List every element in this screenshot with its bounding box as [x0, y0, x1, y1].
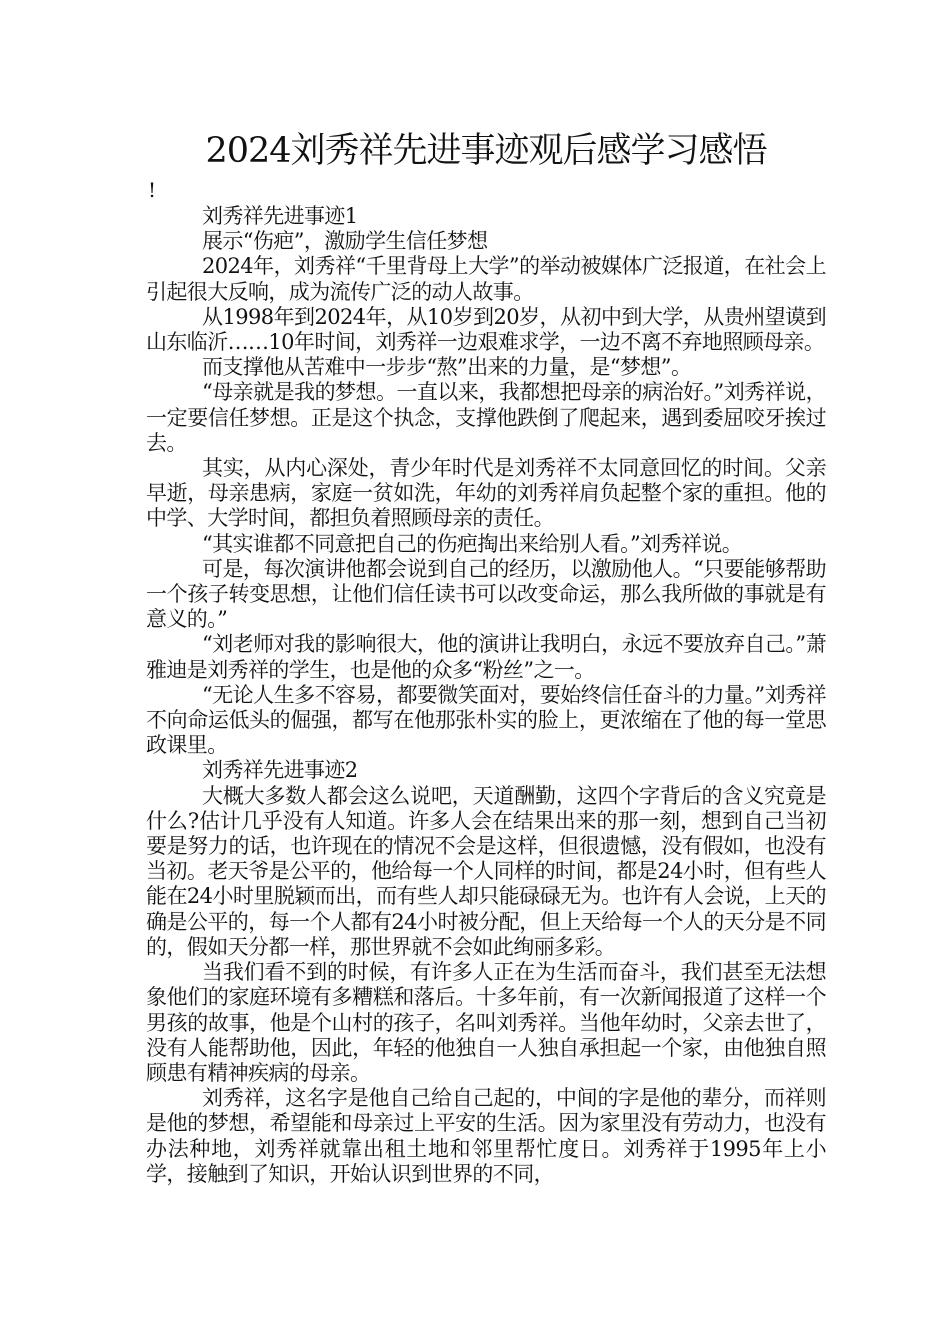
exclamation-mark: ! [148, 178, 157, 202]
section-heading-2: 刘秀祥先进事迹2 [202, 758, 358, 783]
paragraph: 当我们看不到的时候，有许多人正在为生活而奋斗，我们甚至无法想象他们的家庭环境有多糟糕和落后。十多年前，有一次新闻报道了这样一个男孩的故事，他是个山村的孩子，名叫刘秀祥。当他年幼时，父亲去世了，没有人能帮助他，因此，年轻的他独自一人独自承担起一个家，由他独自照顾患有精神疾病的母亲。 [146, 960, 826, 1085]
paragraph: 从1998年到2024年，从10岁到20岁，从初中到大学，从贵州望谟到山东临沂……10年时间，刘秀祥一边艰难求学，一边不离不弃地照顾母亲。 [146, 304, 826, 355]
paragraph: 可是，每次演讲他都会说到自己的经历，以激励他人。“只要能够帮助一个孩子转变思想，让他们信任读书可以改变命运，那么我所做的事就是有意义的。” [146, 556, 826, 632]
paragraph: 刘秀祥，这名字是他自己给自己起的，中间的字是他的辈分，而祥则是他的梦想，希望能和母亲过上平安的生活。因为家里没有劳动力，也没有办法种地，刘秀祥就靠出租土地和邻里帮忙度日。刘秀祥于1995年上小学，接触到了知识，开始认识到世界的不同， [146, 1086, 826, 1186]
paragraph: “母亲就是我的梦想。一直以来，我都想把母亲的病治好。”刘秀祥说，一定要信任梦想。正是这个执念，支撑他跌倒了爬起来，遇到委屈咬牙挨过去。 [146, 380, 826, 455]
paragraph: 2024年，刘秀祥“千里背母上大学”的举动被媒体广泛报道，在社会上引起很大反响，成为流传广泛的动人故事。 [146, 254, 826, 304]
paragraph: 其实，从内心深处，青少年时代是刘秀祥不太同意回忆的时间。父亲早逝，母亲患病，家庭一贫如洗，年幼的刘秀祥肩负起整个家的重担。他的中学、大学时间，都担负着照顾母亲的责任。 [146, 456, 826, 531]
paragraph: 大概大多数人都会这么说吧，天道酬勤，这四个字背后的含义究竟是什么?估计几乎没有人知道。许多人会在结果出来的那一刻，想到自己当初要是努力的话，也许现在的情况不会是这样，但很遗憾，没有假如，也没有当初。老天爷是公平的，他给每一个人同样的时间，都是24小时，但有些人能在24小时里脱颖而出，而有些人却只能碌碌无为。也许有人会说，上天的确是公平的，每一个人都有24小时被分配，但上天给每一个人的天分是不同的，假如天分都一样，那世界就不会如此绚丽多彩。 [146, 783, 826, 959]
paragraph: 而支撑他从苦难中一步步“熬”出来的力量，是“梦想”。 [202, 355, 692, 380]
document-title: 2024刘秀祥先进事迹观后感学习感悟 [205, 131, 767, 171]
subtitle-scar: 展示“伤疤”，激励学生信任梦想 [202, 229, 488, 254]
document-page [146, 128, 826, 1187]
paragraph: “其实谁都不同意把自己的伤疤掏出来给别人看。”刘秀祥说。 [202, 531, 743, 556]
section-heading-1: 刘秀祥先进事迹1 [202, 204, 358, 228]
paragraph: “刘老师对我的影响很大，他的演讲让我明白，永远不要放弃自己。”萧雅迪是刘秀祥的学生，也是他的众多“粉丝”之一。 [146, 632, 826, 682]
paragraph: “无论人生多不容易，都要微笑面对，要始终信任奋斗的力量。”刘秀祥不向命运低头的倔强，都写在他那张朴实的脸上，更浓缩在了他的每一堂思政课里。 [146, 682, 826, 758]
